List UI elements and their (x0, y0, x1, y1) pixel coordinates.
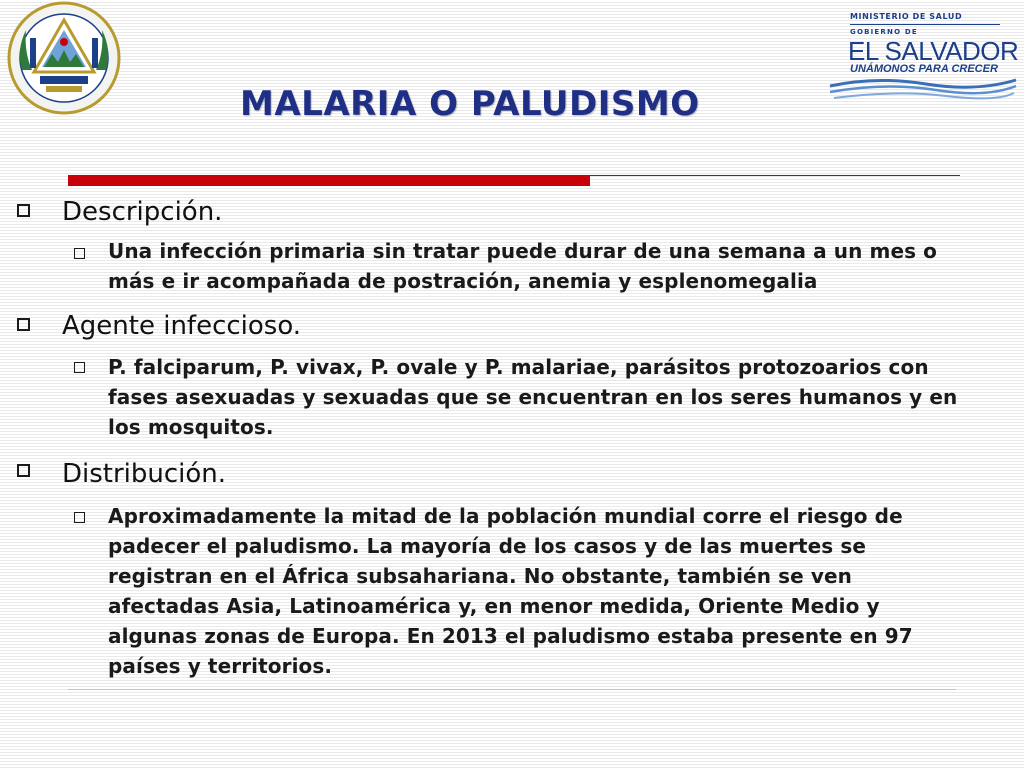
slogan: UNÁMONOS PARA CRECER (850, 63, 998, 75)
section-heading-distribucion: Distribución. (62, 459, 227, 489)
text-line: P. falciparum, P. vivax, P. ovale y P. malariae, parásitos protozoarios con (108, 355, 929, 379)
text-line: algunas zonas de Europa. En 2013 el paludismo estaba presente en 97 (108, 624, 913, 648)
text-line: los mosquitos. (108, 415, 274, 439)
ministry-label: MINISTERIO DE SALUD (850, 12, 963, 21)
text-line: Aproximadamente la mitad de la población mundial corre el riesgo de (108, 504, 903, 528)
title-underline (68, 175, 590, 186)
coat-of-arms-logo (2, 0, 126, 116)
text-line: Una infección primaria sin tratar puede durar de una semana a un mes o (108, 239, 938, 263)
text-line: afectadas Asia, Latinoamérica y, en menor medida, Oriente Medio y (108, 594, 880, 618)
page-title: MALARIA O PALUDISMO (240, 84, 700, 124)
sub-bullet-square-icon (74, 512, 85, 523)
section-text-distribucion (108, 501, 1008, 681)
section-text-descripcion (108, 236, 1008, 296)
title-underline-thin (590, 175, 960, 176)
text-line: padecer el paludismo. La mayoría de los casos y de las muertes se (108, 534, 867, 558)
section-heading-agente: Agente infeccioso. (62, 311, 302, 341)
sub-bullet-square-icon (74, 362, 85, 373)
text-line: más e ir acompañada de postración, anemia y esplenomegalia (108, 269, 818, 293)
bottom-divider (68, 689, 956, 690)
text-line: fases asexuadas y sexuadas que se encuentran en los seres humanos y en (108, 385, 958, 409)
bullet-square-icon (17, 318, 30, 331)
bullet-square-icon (17, 464, 30, 477)
section-text-agente (108, 352, 1008, 442)
country-name: EL SALVADOR (848, 36, 1019, 66)
ministry-logo (826, 8, 1018, 104)
bullet-square-icon (17, 204, 30, 217)
text-line: países y territorios. (108, 654, 333, 678)
ministry-divider (850, 24, 1000, 25)
government-label: GOBIERNO DE (850, 28, 918, 36)
text-line: registran en el África subsahariana. No obstante, también se ven (108, 564, 852, 588)
sub-bullet-square-icon (74, 248, 85, 259)
section-heading-descripcion: Descripción. (62, 197, 223, 227)
waves-icon (826, 74, 1018, 102)
